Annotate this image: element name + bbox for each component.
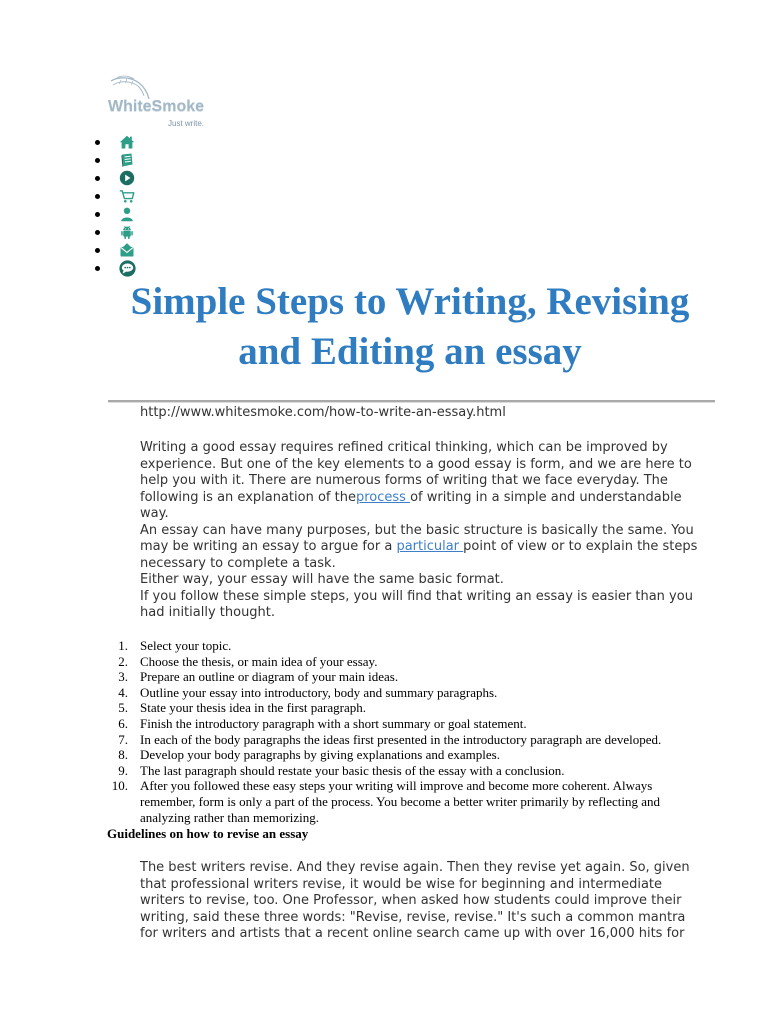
process-link[interactable]: process: [355, 489, 411, 505]
icon-list-item: [90, 223, 136, 241]
list-bullet: [95, 194, 100, 199]
step-text: Choose the thesis, or main idea of your essay.: [140, 653, 378, 669]
step-item: [100, 763, 740, 779]
whitesmoke-logo: [108, 72, 208, 130]
step-text: Finish the introductory paragraph with a short summary or goal statement.: [140, 715, 527, 731]
intro-line: [140, 539, 697, 556]
list-bullet: [95, 140, 100, 145]
play-icon[interactable]: [119, 170, 135, 186]
page-title-line: Simple Steps to Writing, Revising: [130, 280, 690, 323]
intro-line: experience. But one of the key elements to a good essay is form, and we are here to: [140, 456, 692, 472]
intro-line: necessary to complete a task.: [140, 555, 336, 571]
step-number: 2.: [118, 653, 128, 669]
revise-line: that professional writers revise, it would be wise for beginning and intermediate: [140, 876, 663, 892]
step-item: [100, 654, 740, 670]
intro-line: If you follow these simple steps, you will find that writing an essay is easier than you: [140, 588, 693, 604]
step-text: Prepare an outline or diagram of your main ideas.: [140, 669, 399, 685]
step-number: 9.: [118, 762, 128, 778]
revise-paragraph: [140, 860, 690, 943]
step-number: 10.: [111, 778, 128, 794]
step-text: Select your topic.: [140, 638, 232, 653]
step-item: [100, 747, 740, 763]
step-number: 3.: [118, 669, 128, 685]
page-title-line: and Editing an essay: [238, 330, 582, 373]
android-icon[interactable]: [119, 224, 135, 240]
step-text: After you followed these easy steps your writing will improve and become more coherent. Always remember, form is only a part of the process. You become a better writer primarily by reflecting and analyzing rather than memorizing.: [140, 778, 661, 825]
icon-list-item: [90, 205, 136, 223]
step-item: [100, 778, 740, 825]
step-text: Develop your body paragraphs by giving explanations and examples.: [140, 747, 500, 763]
step-number: 5.: [118, 700, 128, 716]
mail-icon[interactable]: [119, 242, 135, 258]
icon-list-item: [90, 241, 136, 259]
steps-list: [100, 638, 740, 825]
intro-line-text: point of view or to explain the steps: [463, 539, 698, 554]
step-item: [100, 700, 740, 716]
step-item: [100, 669, 740, 685]
icon-list-item: [90, 259, 136, 277]
step-item: [100, 638, 740, 654]
divider: [108, 400, 715, 403]
step-number: 6.: [118, 715, 128, 731]
step-item: [100, 685, 740, 701]
step-number: 1.: [118, 638, 128, 653]
icon-list-item: [90, 169, 136, 187]
step-text: In each of the body paragraphs the ideas first presented in the introductory paragraph are developed.: [140, 731, 662, 747]
list-bullet: [95, 230, 100, 235]
intro-line-text: of writing in a simple and understandable: [410, 489, 682, 505]
intro-line: [140, 490, 697, 507]
step-number: 8.: [118, 747, 128, 763]
section-heading: Guidelines on how to revise an essay: [107, 826, 309, 841]
intro-line: An essay can have many purposes, but the basic structure is basically the same. You: [140, 522, 694, 538]
logo-tagline: Just write.: [168, 119, 205, 128]
step-number: 4.: [118, 684, 128, 700]
list-bullet: [95, 266, 100, 271]
intro-line-text: following is an explanation of the: [140, 489, 356, 505]
icon-list-item: [90, 133, 136, 151]
home-icon[interactable]: [119, 134, 135, 150]
revise-line: writers to revise, too. One Professor, when asked how students could improve their: [140, 893, 682, 909]
icon-link-list: [90, 133, 136, 277]
intro-line: Writing a good essay requires refined critical thinking, which can be improved by: [140, 440, 668, 455]
intro-line: Either way, your essay will have the same basic format.: [140, 572, 504, 587]
step-number: 7.: [118, 731, 128, 747]
logo-brand-name: WhiteSmoke: [108, 98, 205, 115]
source-url: http://www.whitesmoke.com/how-to-write-an-essay.html: [140, 405, 506, 420]
icon-list-item: [90, 187, 136, 205]
step-item: [100, 732, 740, 748]
intro-line: help you with it. There are numerous forms of writing that we face everyday. The: [140, 473, 668, 488]
intro-line: had initially thought.: [140, 605, 276, 620]
cart-icon[interactable]: [119, 188, 135, 204]
page-title: [100, 277, 720, 377]
book-icon[interactable]: [119, 152, 135, 168]
intro-line: way.: [140, 506, 169, 521]
intro-line-text: may be writing an essay to argue for a: [140, 539, 397, 554]
list-bullet: [95, 212, 100, 217]
revise-line: The best writers revise. And they revise again. Then they revise yet again. So, given: [140, 860, 690, 875]
list-bullet: [95, 176, 100, 181]
user-icon[interactable]: [119, 206, 135, 222]
revise-line: for writers and artists that a recent online search came up with over 16,000 hits for: [140, 926, 685, 942]
chat-icon[interactable]: [119, 260, 136, 277]
list-bullet: [95, 248, 100, 253]
step-text: The last paragraph should restate your basic thesis of the essay with a conclusion.: [140, 762, 565, 778]
intro-paragraph: [140, 440, 697, 622]
step-text: Outline your essay into introductory, body and summary paragraphs.: [140, 684, 498, 700]
step-text: State your thesis idea in the first paragraph.: [140, 700, 366, 716]
step-item: [100, 716, 740, 732]
icon-list-item: [90, 151, 136, 169]
revise-line: writing, said these three words: "Revise, revise, revise." It's such a common mantra: [140, 909, 686, 925]
particular-link[interactable]: particular: [396, 539, 464, 554]
list-bullet: [95, 158, 100, 163]
